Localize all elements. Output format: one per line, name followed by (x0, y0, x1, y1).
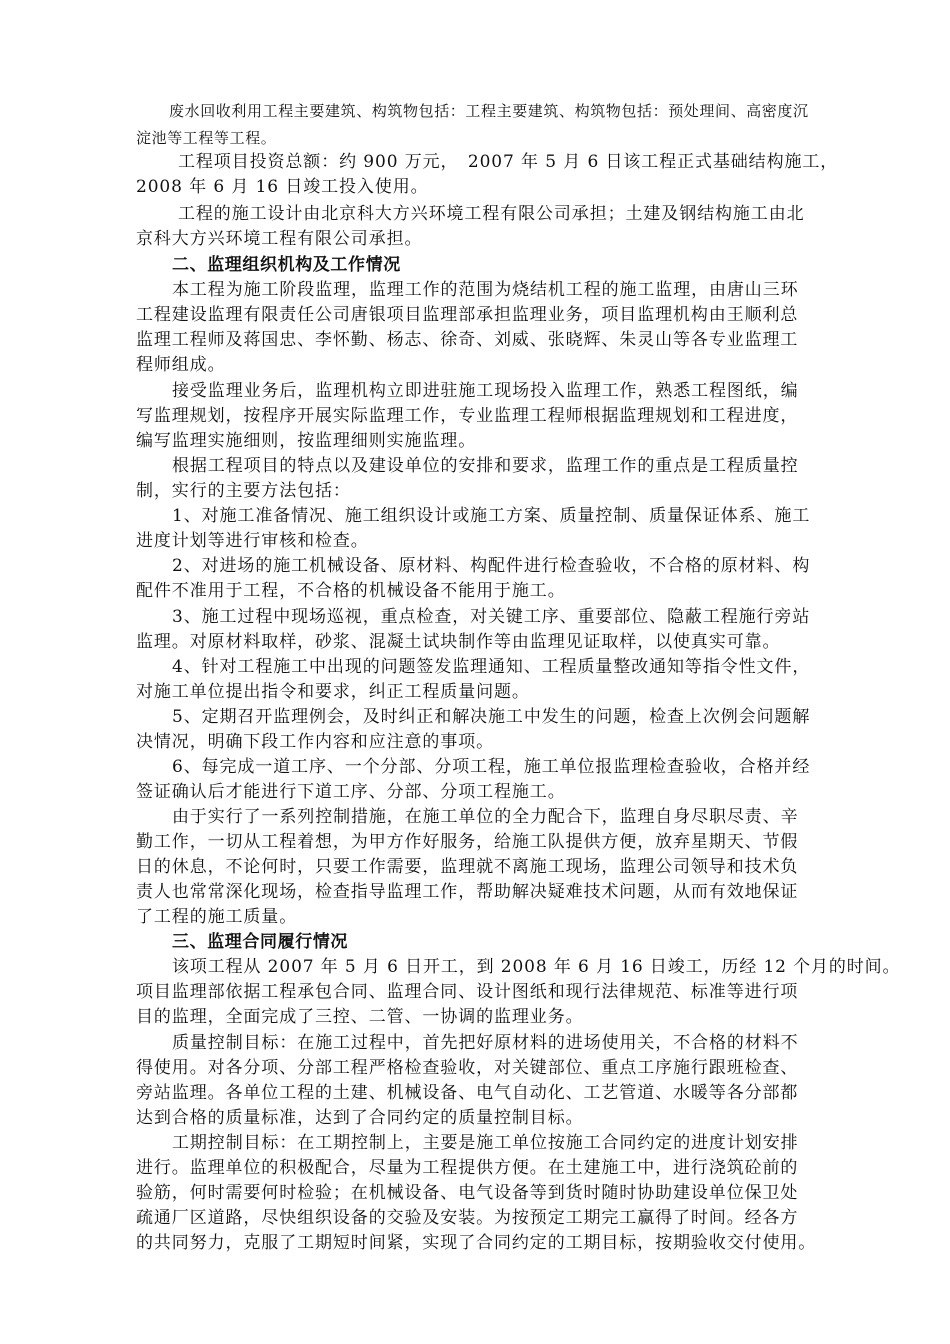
paragraph-line: 日的休息，不论何时，只要工作需要，监理就不离施工现场，监理公司领导和技术负 (136, 857, 799, 877)
section-heading: 二、监理组织机构及工作情况 (172, 255, 401, 275)
list-item-line: 对施工单位提出指令和要求，纠正工程质量问题。 (136, 682, 530, 702)
paragraph-line: 废水回收利用工程主要建筑、构筑物包括：工程主要建筑、构筑物包括：预处理间、高密度沉 (169, 102, 809, 120)
paragraph-line: 接受监理业务后，监理机构立即进驻施工现场投入监理工作，熟悉工程图纸，编 (172, 381, 799, 401)
list-item-line: 1、对施工准备情况、施工组织设计或施工方案、质量控制、质量保证体系、施工 (172, 506, 811, 526)
paragraph-line: 京科大方兴环境工程有限公司承担。 (136, 229, 423, 249)
list-item-line: 6、每完成一道工序、一个分部、分项工程，施工单位报监理检查验收，合格并经 (172, 757, 811, 777)
paragraph-line: 工程项目投资总额：约 900 万元， 2007 年 5 月 6 日该工程正式基础结构施工， (178, 152, 839, 172)
paragraph-line: 验筋，何时需要何时检验；在机械设备、电气设备等到货时随时协助建设单位保卫处 (136, 1183, 799, 1203)
paragraph-line: 质量控制目标：在施工过程中，首先把好原材料的进场使用关，不合格的材料不 (172, 1033, 799, 1053)
paragraph-line: 根据工程项目的特点以及建设单位的安排和要求，监理工作的重点是工程质量控 (172, 456, 799, 476)
paragraph-line: 工期控制目标：在工期控制上，主要是施工单位按施工合同约定的进度计划安排 (172, 1133, 799, 1153)
paragraph-line: 得使用。对各分项、分部工程严格检查验收，对关键部位、重点工序施行跟班检查、 (136, 1058, 799, 1078)
paragraph-line: 达到合格的质量标准，达到了合同约定的质量控制目标。 (136, 1108, 584, 1128)
paragraph-line: 勤工作，一切从工程着想，为甲方作好服务，给施工队提供方便，放弃星期天、节假 (136, 832, 799, 852)
paragraph-line: 编写监理实施细则，按监理细则实施监理。 (136, 431, 477, 451)
paragraph-line: 工程的施工设计由北京科大方兴环境工程有限公司承担；土建及钢结构施工由北 (178, 204, 805, 224)
paragraph-line: 的共同努力，克服了工期短时间紧，实现了合同约定的工期目标，按期验收交付使用。 (136, 1233, 817, 1253)
paragraph-line: 了工程的施工质量。 (136, 907, 298, 927)
paragraph-line: 监理工程师及蒋国忠、李怀勤、杨志、徐奇、刘威、张晓辉、朱灵山等各专业监理工 (136, 330, 799, 350)
list-item-line: 监理。对原材料取样，砂浆、混凝土试块制作等由监理见证取样，以使真实可靠。 (136, 632, 781, 652)
paragraph-line: 制，实行的主要方法包括： (136, 481, 351, 501)
paragraph-line: 项目监理部依据工程承包合同、监理合同、设计图纸和现行法律规范、标准等进行项 (136, 982, 799, 1002)
paragraph-line: 写监理规划，按程序开展实际监理工作，专业监理工程师根据监理规划和工程进度， (136, 406, 799, 426)
paragraph-line: 旁站监理。各单位工程的土建、机械设备、电气自动化、工艺管道、水暖等各分部都 (136, 1083, 799, 1103)
paragraph-line: 进行。监理单位的积极配合，尽量为工程提供方便。在土建施工中，进行浇筑砼前的 (136, 1158, 799, 1178)
paragraph-line: 目的监理，全面完成了三控、二管、一协调的监理业务。 (136, 1007, 584, 1027)
paragraph-line: 本工程为施工阶段监理，监理工作的范围为烧结机工程的施工监理，由唐山三环 (172, 280, 799, 300)
paragraph-line: 疏通厂区道路，尽快组织设备的交验及安装。为按预定工期完工赢得了时间。经各方 (136, 1208, 799, 1228)
paragraph-line: 2008 年 6 月 16 日竣工投入使用。 (136, 177, 429, 197)
list-item-line: 5、定期召开监理例会，及时纠正和解决施工中发生的问题，检查上次例会问题解 (172, 707, 811, 727)
section-heading: 三、监理合同履行情况 (172, 932, 348, 952)
paragraph-line: 该项工程从 2007 年 5 月 6 日开工，到 2008 年 6 月 16 日竣工，历经 12 个月的时间。 (172, 957, 901, 977)
paragraph-line: 淀池等工程等工程。 (136, 129, 277, 147)
list-item-line: 3、施工过程中现场巡视，重点检查，对关键工序、重要部位、隐蔽工程施行旁站 (172, 607, 811, 627)
list-item-line: 4、针对工程施工中出现的问题签发监理通知、工程质量整改通知等指令性文件， (172, 657, 811, 677)
list-item-line: 决情况，明确下段工作内容和应注意的事项。 (136, 732, 494, 752)
list-item-line: 签证确认后才能进行下道工序、分部、分项工程施工。 (136, 782, 566, 802)
list-item-line: 配件不准用于工程，不合格的机械设备不能用于施工。 (136, 581, 566, 601)
list-item-line: 2、对进场的施工机械设备、原材料、构配件进行检查验收，不合格的原材料、构 (172, 556, 811, 576)
paragraph-line: 由于实行了一系列控制措施，在施工单位的全力配合下，监理自身尽职尽责、辛 (172, 807, 799, 827)
paragraph-line: 程师组成。 (136, 355, 226, 375)
list-item-line: 进度计划等进行审核和检查。 (136, 531, 369, 551)
paragraph-line: 工程建设监理有限责任公司唐银项目监理部承担监理业务，项目监理机构由王顺利总 (136, 305, 799, 325)
paragraph-line: 责人也常常深化现场，检查指导监理工作，帮助解决疑难技术问题，从而有效地保证 (136, 882, 799, 902)
